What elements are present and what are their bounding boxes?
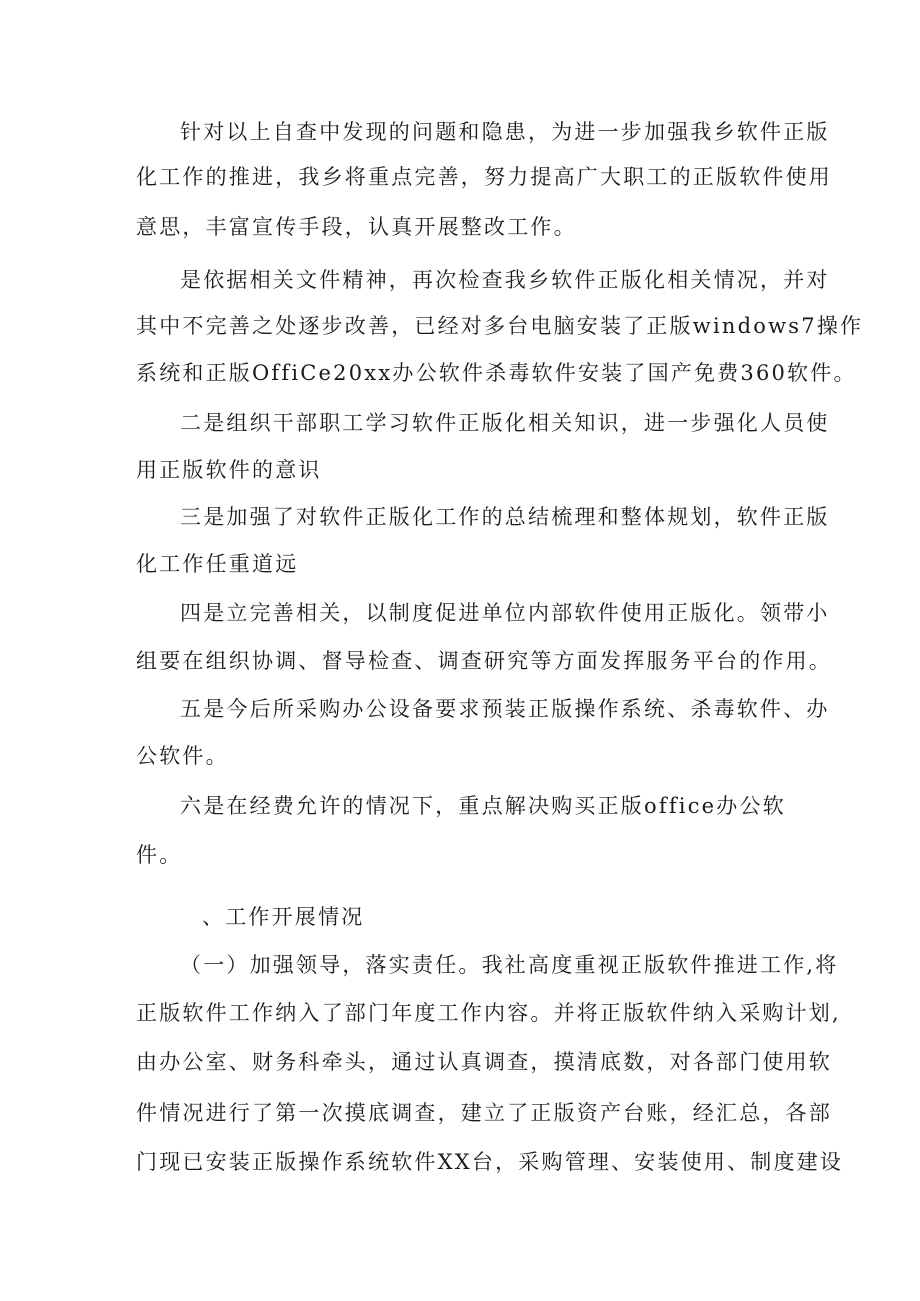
paragraph-line: 是依据相关文件精神，再次检查我乡软件正版化相关情况，并对 bbox=[180, 268, 830, 292]
paragraph-line: 化工作任重道远 bbox=[136, 552, 299, 576]
section-heading: 、工作开展情况 bbox=[202, 905, 365, 929]
paragraph-line: 二是组织干部职工学习软件正版化相关知识，进一步强化人员使 bbox=[180, 411, 830, 435]
paragraph-line: 用正版软件的意识 bbox=[136, 458, 322, 482]
paragraph-line: 六是在经费允许的情况下，重点解决购买正版office办公软 bbox=[180, 794, 786, 818]
paragraph-line: 组要在组织协调、督导检查、调查研究等方面发挥服务平台的作用。 bbox=[136, 649, 832, 673]
paragraph-line: （一）加强领导，落实责任。我社高度重视正版软件推进工作,将 bbox=[180, 953, 839, 977]
paragraph-line: 意思，丰富宣传手段，认真开展整改工作。 bbox=[136, 215, 577, 239]
paragraph-line: 四是立完善相关，以制度促进单位内部软件使用正版化。领带小 bbox=[180, 601, 830, 625]
paragraph-line: 五是今后所采购办公设备要求预装正版操作系统、杀毒软件、办 bbox=[180, 697, 830, 721]
paragraph-line: 针对以上自查中发现的问题和隐患，为进一步加强我乡软件正版 bbox=[180, 120, 830, 144]
paragraph-line: 门现已安装正版操作系统软件XX台，采购管理、安装使用、制度建设 bbox=[136, 1150, 844, 1174]
paragraph-line: 由办公室、财务科牵头，通过认真调查，摸清底数，对各部门使用软 bbox=[136, 1050, 832, 1074]
paragraph-line: 件情况进行了第一次摸底调查，建立了正版资产台账，经汇总，各部 bbox=[136, 1101, 832, 1125]
paragraph-line: 系统和正版OffiCe20xx办公软件杀毒软件安装了国产免费360软件。 bbox=[136, 361, 857, 385]
paragraph-line: 化工作的推进，我乡将重点完善，努力提高广大职工的正版软件使用 bbox=[136, 165, 832, 189]
paragraph-line: 三是加强了对软件正版化工作的总结梳理和整体规划，软件正版 bbox=[180, 505, 830, 529]
paragraph-line: 正版软件工作纳入了部门年度工作内容。并将正版软件纳入采购计划, bbox=[136, 1001, 841, 1025]
paragraph-line: 公软件。 bbox=[136, 744, 229, 768]
paragraph-line: 件。 bbox=[136, 843, 183, 867]
paragraph-line: 其中不完善之处逐步改善，已经对多台电脑安装了正版windows7操作 bbox=[136, 314, 864, 338]
